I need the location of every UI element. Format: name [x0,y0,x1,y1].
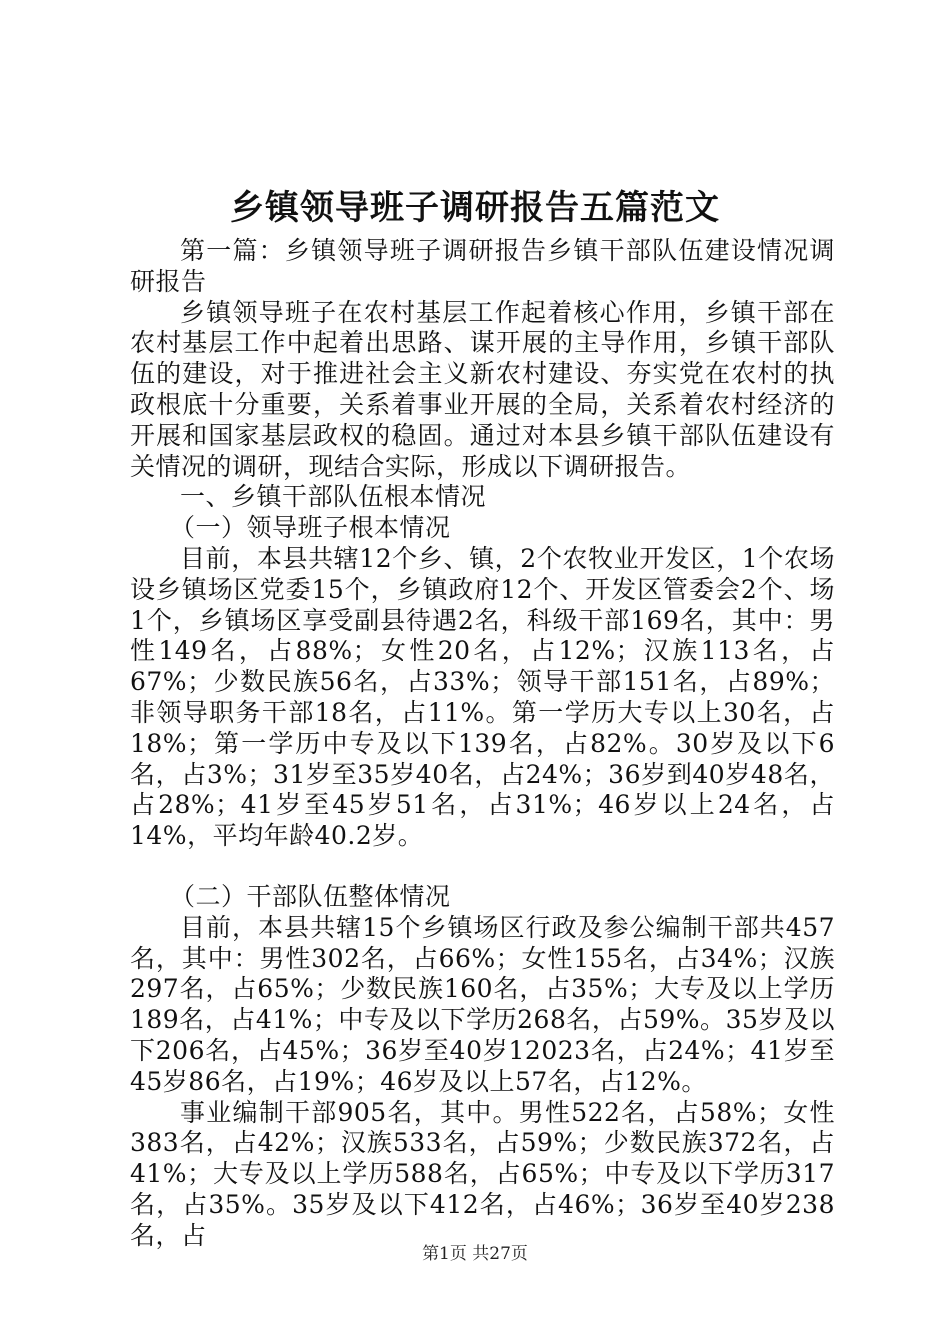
intro-paragraph: 乡镇领导班子在农村基层工作起着核心作用，乡镇干部在农村基层工作中起着出思路、谋开展的主导作用，乡镇干部队伍的建设，对于推进社会主义新农村建设、夯实党在农村的执政根底十分重要，关系着事业开展的全局，关系着农村经济的开展和国家基层政权的稳固。通过对本县乡镇干部队伍建设有关情况的调研，现结合实际，形成以下调研报告。 [130,297,835,481]
cadre-stats-paragraph: 目前，本县共辖15个乡镇场区行政及参公编制干部共457名，其中：男性302名，占66%；女性155名，占34%；汉族297名，占65%；少数民族160名，占35%；大专及以上学历189名，占41%；中专及以下学历268名，占59%。35岁及以下206名，占45%；36岁至40岁12023名，占24%；41岁至45岁86名，占19%；46岁及以上57名，占12%。 [130,912,835,1096]
paragraph-spacer [130,852,835,882]
leadership-stats-paragraph: 目前，本县共辖12个乡、镇，2个农牧业开发区，1个农场设乡镇场区党委15个，乡镇政府12个、开发区管委会2个、场1个，乡镇场区享受副县待遇2名，科级干部169名，其中：男性149名，占88%；女性20名，占12%；汉族113名，占67%；少数民族56名，占33%；领导干部151名，占89%；非领导职务干部18名，占11%。第一学历大专以上30名，占18%；第一学历中专及以下139名，占82%。30岁及以下6名，占3%；31岁至35岁40名，占24%；36岁到40岁48名，占28%；41岁至45岁51名，占31%；46岁以上24名，占14%，平均年龄40.2岁。 [130,543,835,851]
subsection-heading-cadre-overall: （二）干部队伍整体情况 [170,881,451,911]
page-number-footer: 第1页 共27页 [422,1244,528,1264]
document-body [130,236,835,1252]
section-heading-basic-situation: 一、乡镇干部队伍根本情况 [180,482,487,512]
document-title: 乡镇领导班子调研报告五篇范文 [230,188,720,228]
subsection-heading-leadership: （一）领导班子根本情况 [170,513,451,543]
institution-cadre-stats-paragraph: 事业编制干部905名，其中。男性522名，占58%；女性383名，占42%；汉族533名，占59%；少数民族372名，占41%；大专及以上学历588名，占65%；中专及以下学历317名，占35%。35岁及以下412名，占46%；36岁至40岁238名，占 [130,1097,835,1250]
section-heading-first-article: 第一篇：乡镇领导班子调研报告乡镇干部队伍建设情况调研报告 [130,236,835,296]
